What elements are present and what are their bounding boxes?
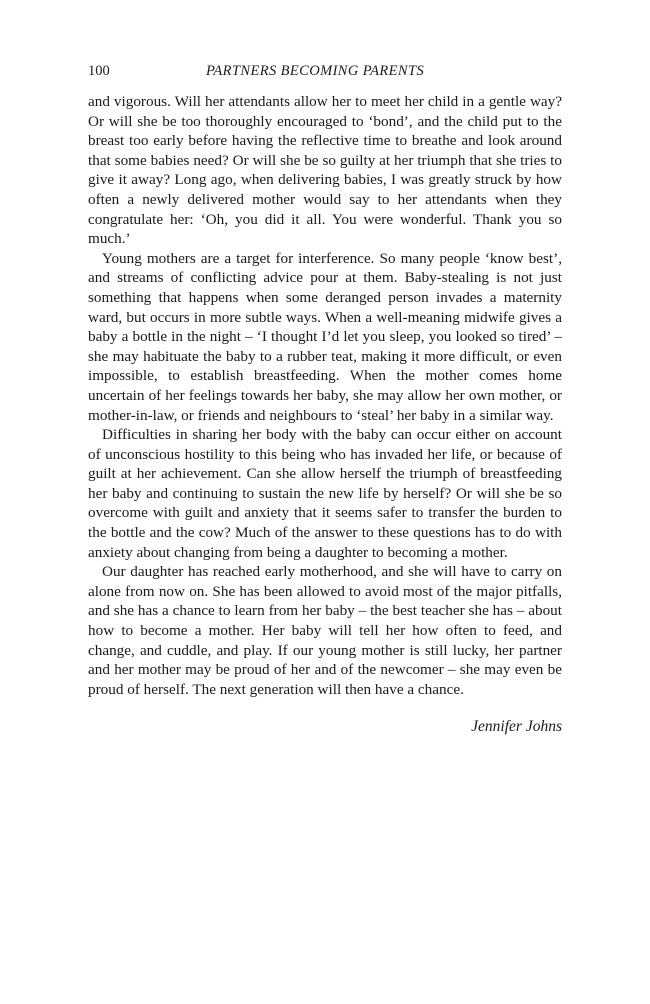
paragraph: Young mothers are a target for interference. So many people ‘know best’, and streams of conflicting advice pour at them. Baby-stealing is not just something that happens when some deranged person invades a maternity ward, but occurs in more subtle ways. When a well-meaning midwife gives a baby a bottle in the night – ‘I thought I’d let you sleep, you looked so tired’ – she may habituate the baby to a rubber teat, making it more difficult, or even impossible, to establish breastfeeding. When the mother comes home uncertain of her feelings towards her baby, she may allow her own mother, or mother-in-law, or friends and neighbours to ‘steal’ her baby in a similar way. [88,249,562,424]
book-page [88,60,562,737]
body-text [88,92,562,699]
author-signature: Jennifer Johns [471,718,562,736]
running-header [88,60,562,82]
paragraph: Difficulties in sharing her body with the baby can occur either on account of unconscious hostility to this being who has invaded her life, or because of guilt at her achievement. Can she allow herself the triumph of breastfeeding her baby and continuing to sustain the new life by herself? Or will she be so overcome with guilt and anxiety that it seems safer to transfer the burden to the bottle and the cow? Much of the answer to these questions has to do with anxiety about changing from being a daughter to becoming a mother. [88,426,562,561]
running-title: PARTNERS BECOMING PARENTS [206,63,425,79]
paragraph-continued: and vigorous. Will her attendants allow her to meet her child in a gentle way? Or will she be too thoroughly encouraged to ‘bond’, and the child put to the breast too early before having the reflective time to breathe and look around that some babies need? Or will she be so guilty at her triumph that she tries to give it away? Long ago, when delivering babies, I was greatly struck by how often a newly delivered mother would say to her attendants when they congratulate her: ‘Oh, you did it all. You were wonderful. Thank you so much.’ [88,93,562,248]
paragraph: Our daughter has reached early motherhood, and she will have to carry on alone from now on. She has been allowed to avoid most of the major pitfalls, and she has a chance to learn from her baby – the best teacher she has – about how to become a mother. Her baby will tell her how often to feed, and change, and cuddle, and play. If our young mother is still lucky, her partner and her mother may be proud of her and of the newcomer – she may even be proud of herself. The next generation will then have a chance. [88,563,562,698]
page-number: 100 [88,63,110,79]
